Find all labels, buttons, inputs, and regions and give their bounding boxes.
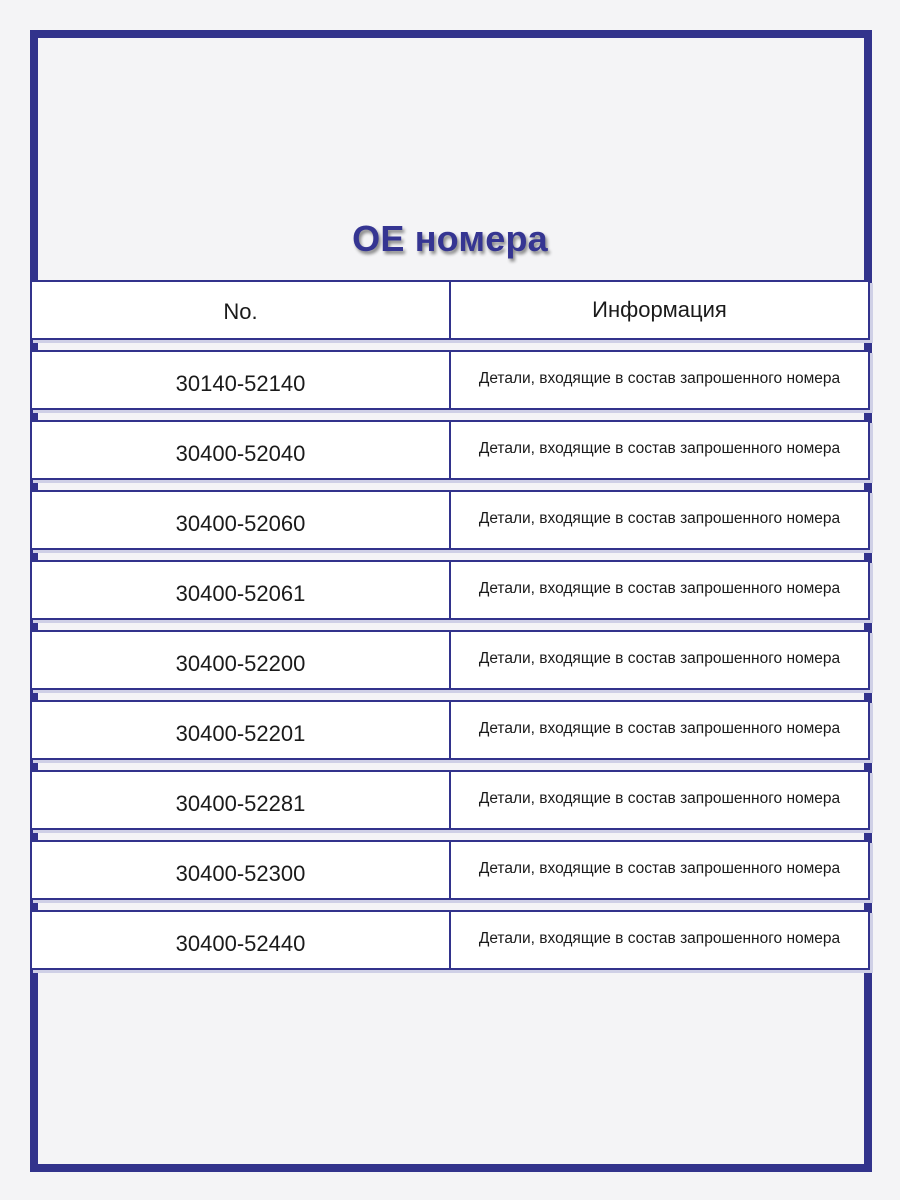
part-info: Детали, входящие в состав запрошенного номера [478,859,841,877]
table-row [30,700,870,760]
part-number: 30400-52440 [32,912,451,968]
part-info: Детали, входящие в состав запрошенного номера [478,929,841,947]
table-row [30,630,870,690]
table-row [30,420,870,480]
part-number: 30140-52140 [32,352,451,408]
table-row [30,350,870,410]
part-info: Детали, входящие в состав запрошенного номера [478,649,841,667]
part-info: Детали, входящие в состав запрошенного номера [478,789,841,807]
part-number: 30400-52060 [32,492,451,548]
table-row [30,770,870,830]
part-info: Детали, входящие в состав запрошенного номера [478,509,841,527]
part-number: 30400-52061 [32,562,451,618]
part-number: 30400-52200 [32,632,451,688]
table-row [30,560,870,620]
part-info: Детали, входящие в состав запрошенного номера [478,579,841,597]
part-info: Детали, входящие в состав запрошенного номера [478,369,841,387]
page-title: OE номера [352,218,548,259]
part-number: 30400-52201 [32,702,451,758]
header-info: Информация [592,297,727,322]
table-header-row [30,280,870,340]
part-number: 30400-52281 [32,772,451,828]
part-number: 30400-52300 [32,842,451,898]
part-info: Детали, входящие в состав запрошенного номера [478,439,841,457]
header-no: No. [32,282,451,338]
part-number: 30400-52040 [32,422,451,478]
table-row [30,840,870,900]
part-info: Детали, входящие в состав запрошенного номера [478,719,841,737]
table-row [30,490,870,550]
table-row [30,910,870,970]
